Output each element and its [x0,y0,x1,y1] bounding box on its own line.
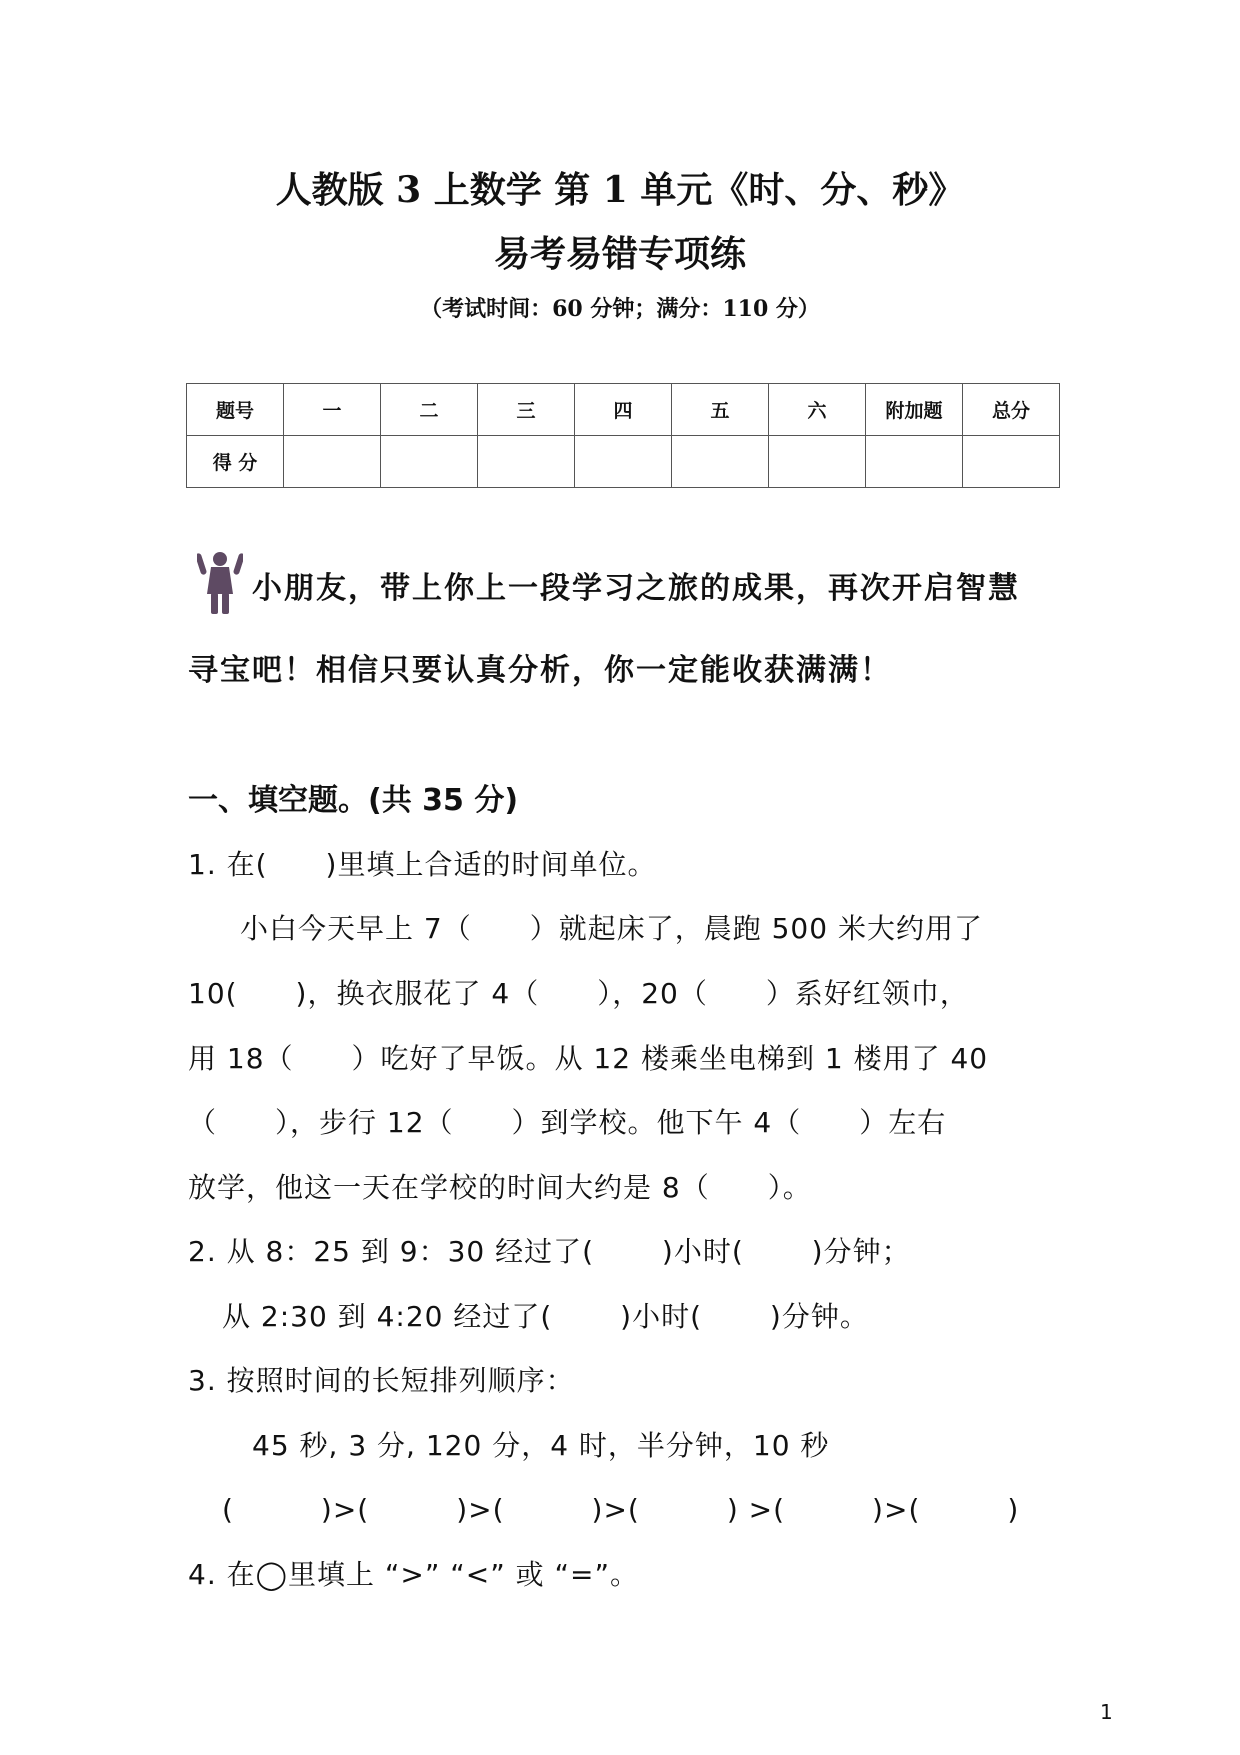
score-table-header-cell: 三 [478,384,575,436]
intro-line-1: 小朋友，带上你上一段学习之旅的成果，再次开启智慧 [252,571,1020,606]
score-cell [963,436,1060,488]
score-cell [769,436,866,488]
score-cell [381,436,478,488]
score-cell [672,436,769,488]
question-1-line: 放学，他这一天在学校的时间大约是 8（ ）。 [188,1171,812,1204]
page-subtitle: 易考易错专项练 [493,233,746,275]
score-table-header-cell: 一 [284,384,381,436]
question-2-line-1: 2. 从 8：25 到 9：30 经过了( )小时( )分钟； [188,1235,911,1268]
score-table-score-label: 得 分 [187,436,284,488]
score-table-header-cell: 附加题 [866,384,963,436]
score-table-header-cell: 总分 [963,384,1060,436]
score-table-header-row [187,384,1060,436]
score-table-header-cell: 六 [769,384,866,436]
girl-cheering-icon [197,550,243,616]
question-1-stem: 1. 在( )里填上合适的时间单位。 [188,848,657,881]
question-1-line: 用 18（ ）吃好了早饭。从 12 楼乘坐电梯到 1 楼用了 40 [188,1042,989,1075]
question-3-items: 45 秒, 3 分, 120 分，4 时，半分钟，10 秒 [252,1429,830,1462]
page-title: 人教版 3 上数学 第 1 单元《时、分、秒》 [275,169,965,211]
question-3-stem: 3. 按照时间的长短排列顺序： [188,1364,575,1397]
section-heading-fill-blank: 一、填空题。(共 35 分) [188,783,519,818]
question-2-line-2: 从 2:30 到 4:20 经过了( )小时( )分钟。 [222,1300,869,1333]
score-table [186,383,1060,488]
question-1-line: （ ），步行 12（ ）到学校。他下午 4（ ）左右 [188,1106,947,1139]
question-1-line: 小白今天早上 7（ ）就起床了，晨跑 500 米大约用了 [240,912,983,945]
intro-line-2: 寻宝吧！相信只要认真分析，你一定能收获满满！ [188,653,892,688]
score-cell [866,436,963,488]
score-table-header-cell: 题号 [187,384,284,436]
score-cell [478,436,575,488]
question-3-blanks: ( )>( )>( )>( ) >( )>( ) [222,1493,1020,1526]
score-table-score-row [187,436,1060,488]
page-number: 1 [1100,1700,1113,1724]
score-table-header-cell: 五 [672,384,769,436]
exam-info: （考试时间：60 分钟；满分：110 分） [420,296,820,322]
question-1-line: 10( )，换衣服花了 4（ ），20（ ）系好红领巾， [188,977,969,1010]
question-4-stem: 4. 在◯里填上 “>” “<” 或 “=”。 [188,1558,639,1591]
score-table-header-cell: 二 [381,384,478,436]
score-cell [575,436,672,488]
score-cell [284,436,381,488]
score-table-header-cell: 四 [575,384,672,436]
